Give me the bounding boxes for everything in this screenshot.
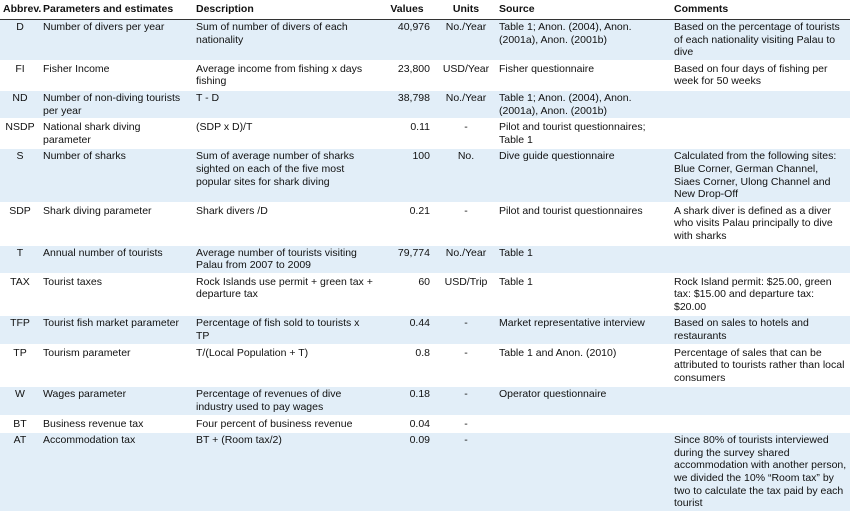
cell-unit: No./Year bbox=[436, 245, 496, 274]
cell-description: Rock Islands use permit + green tax + departure tax bbox=[193, 274, 378, 316]
cell-source: Operator questionnaire bbox=[496, 386, 671, 415]
cell-unit: No. bbox=[436, 148, 496, 202]
cell-abbrev: ND bbox=[0, 90, 40, 119]
cell-abbrev: TFP bbox=[0, 315, 40, 344]
cell-description: Four percent of business revenue bbox=[193, 416, 378, 433]
cell-value: 0.18 bbox=[378, 386, 436, 415]
cell-parameter: Tourist taxes bbox=[40, 274, 193, 316]
cell-unit: - bbox=[436, 416, 496, 433]
cell-value: 38,798 bbox=[378, 90, 436, 119]
cell-abbrev: S bbox=[0, 148, 40, 202]
cell-abbrev: AT bbox=[0, 432, 40, 512]
cell-source: Pilot and tourist questionnaires; Table 1 bbox=[496, 119, 671, 148]
cell-comment: Calculated from the following sites: Blue Corner, German Channel, Siaes Corner, Ulong Channel and New Drop-Off bbox=[671, 148, 850, 202]
cell-unit: No./Year bbox=[436, 90, 496, 119]
table-row bbox=[0, 345, 850, 387]
cell-comment: Rock Island permit: $25.00, green tax: $15.00 and departure tax: $20.00 bbox=[671, 274, 850, 316]
cell-source: Table 1; Anon. (2004), Anon. (2001a), Anon. (2001b) bbox=[496, 90, 671, 119]
cell-source: Table 1 and Anon. (2010) bbox=[496, 345, 671, 387]
table-body bbox=[0, 20, 850, 512]
cell-abbrev: D bbox=[0, 20, 40, 61]
cell-source: Table 1; Anon. (2004), Anon. (2001a), Anon. (2001b) bbox=[496, 20, 671, 61]
cell-source: Fisher questionnaire bbox=[496, 61, 671, 90]
cell-description: T - D bbox=[193, 90, 378, 119]
header-abbrev: Abbrev. bbox=[0, 0, 40, 20]
cell-parameter: Annual number of tourists bbox=[40, 245, 193, 274]
cell-parameter: Number of sharks bbox=[40, 148, 193, 202]
cell-abbrev: BT bbox=[0, 416, 40, 433]
cell-source: Market representative interview bbox=[496, 315, 671, 344]
cell-description: T/(Local Population + T) bbox=[193, 345, 378, 387]
cell-value: 0.09 bbox=[378, 432, 436, 512]
table-row bbox=[0, 245, 850, 274]
cell-parameter: Tourism parameter bbox=[40, 345, 193, 387]
cell-value: 0.44 bbox=[378, 315, 436, 344]
cell-unit: No./Year bbox=[436, 20, 496, 61]
cell-abbrev: FI bbox=[0, 61, 40, 90]
table-row bbox=[0, 416, 850, 433]
cell-source: Table 1 bbox=[496, 274, 671, 316]
cell-comment bbox=[671, 245, 850, 274]
table-row bbox=[0, 148, 850, 202]
cell-abbrev: SDP bbox=[0, 203, 40, 245]
cell-source: Dive guide questionnaire bbox=[496, 148, 671, 202]
cell-description: Sum of average number of sharks sighted on each of the five most popular sites for shark diving bbox=[193, 148, 378, 202]
cell-comment: Based on the percentage of tourists of each nationality visiting Palau to dive bbox=[671, 20, 850, 61]
cell-comment: A shark diver is defined as a diver who visits Palau principally to dive with sharks bbox=[671, 203, 850, 245]
cell-source: Pilot and tourist questionnaires bbox=[496, 203, 671, 245]
cell-parameter: Number of divers per year bbox=[40, 20, 193, 61]
cell-unit: USD/Year bbox=[436, 61, 496, 90]
cell-value: 0.8 bbox=[378, 345, 436, 387]
cell-parameter: National shark diving parameter bbox=[40, 119, 193, 148]
cell-unit: USD/Trip bbox=[436, 274, 496, 316]
table-row bbox=[0, 61, 850, 90]
table-row bbox=[0, 20, 850, 61]
cell-description: BT + (Room tax/2) bbox=[193, 432, 378, 512]
cell-comment bbox=[671, 119, 850, 148]
cell-unit: - bbox=[436, 315, 496, 344]
cell-value: 0.21 bbox=[378, 203, 436, 245]
header-parameters: Parameters and estimates bbox=[40, 0, 193, 20]
cell-description: Percentage of fish sold to tourists x TP bbox=[193, 315, 378, 344]
table-row bbox=[0, 203, 850, 245]
cell-parameter: Business revenue tax bbox=[40, 416, 193, 433]
cell-source bbox=[496, 432, 671, 512]
cell-value: 40,976 bbox=[378, 20, 436, 61]
cell-unit: - bbox=[436, 386, 496, 415]
table-row bbox=[0, 90, 850, 119]
cell-description: Average number of tourists visiting Palau from 2007 to 2009 bbox=[193, 245, 378, 274]
cell-value: 0.04 bbox=[378, 416, 436, 433]
table-row bbox=[0, 274, 850, 316]
table-row bbox=[0, 315, 850, 344]
cell-abbrev: T bbox=[0, 245, 40, 274]
cell-comment: Based on sales to hotels and restaurants bbox=[671, 315, 850, 344]
cell-abbrev: TAX bbox=[0, 274, 40, 316]
cell-value: 0.11 bbox=[378, 119, 436, 148]
cell-description: Sum of number of divers of each nationality bbox=[193, 20, 378, 61]
cell-unit: - bbox=[436, 119, 496, 148]
cell-parameter: Accommodation tax bbox=[40, 432, 193, 512]
header-description: Description bbox=[193, 0, 378, 20]
cell-parameter: Shark diving parameter bbox=[40, 203, 193, 245]
cell-comment: Since 80% of tourists interviewed during the survey shared accommodation with another person, we divided the 10% “Room tax” by two to calculate the tax paid by each tourist bbox=[671, 432, 850, 512]
cell-parameter: Tourist fish market parameter bbox=[40, 315, 193, 344]
cell-parameter: Number of non-diving tourists per year bbox=[40, 90, 193, 119]
cell-description: Average income from fishing x days fishing bbox=[193, 61, 378, 90]
cell-value: 23,800 bbox=[378, 61, 436, 90]
cell-parameter: Wages parameter bbox=[40, 386, 193, 415]
cell-description: Percentage of revenues of dive industry used to pay wages bbox=[193, 386, 378, 415]
cell-description: (SDP x D)/T bbox=[193, 119, 378, 148]
header-source: Source bbox=[496, 0, 671, 20]
cell-value: 79,774 bbox=[378, 245, 436, 274]
table-row bbox=[0, 386, 850, 415]
table-row bbox=[0, 119, 850, 148]
cell-value: 60 bbox=[378, 274, 436, 316]
cell-unit: - bbox=[436, 345, 496, 387]
cell-description: Shark divers /D bbox=[193, 203, 378, 245]
cell-unit: - bbox=[436, 432, 496, 512]
cell-comment bbox=[671, 90, 850, 119]
table-header-row bbox=[0, 0, 850, 20]
cell-comment bbox=[671, 416, 850, 433]
header-units: Units bbox=[436, 0, 496, 20]
cell-source bbox=[496, 416, 671, 433]
header-comments: Comments bbox=[671, 0, 850, 20]
cell-parameter: Fisher Income bbox=[40, 61, 193, 90]
cell-comment bbox=[671, 386, 850, 415]
header-values: Values bbox=[378, 0, 436, 20]
cell-unit: - bbox=[436, 203, 496, 245]
cell-abbrev: NSDP bbox=[0, 119, 40, 148]
cell-source: Table 1 bbox=[496, 245, 671, 274]
cell-abbrev: TP bbox=[0, 345, 40, 387]
cell-value: 100 bbox=[378, 148, 436, 202]
cell-abbrev: W bbox=[0, 386, 40, 415]
cell-comment: Based on four days of fishing per week for 50 weeks bbox=[671, 61, 850, 90]
table-row bbox=[0, 432, 850, 512]
cell-comment: Percentage of sales that can be attributed to tourists rather than local consumers bbox=[671, 345, 850, 387]
